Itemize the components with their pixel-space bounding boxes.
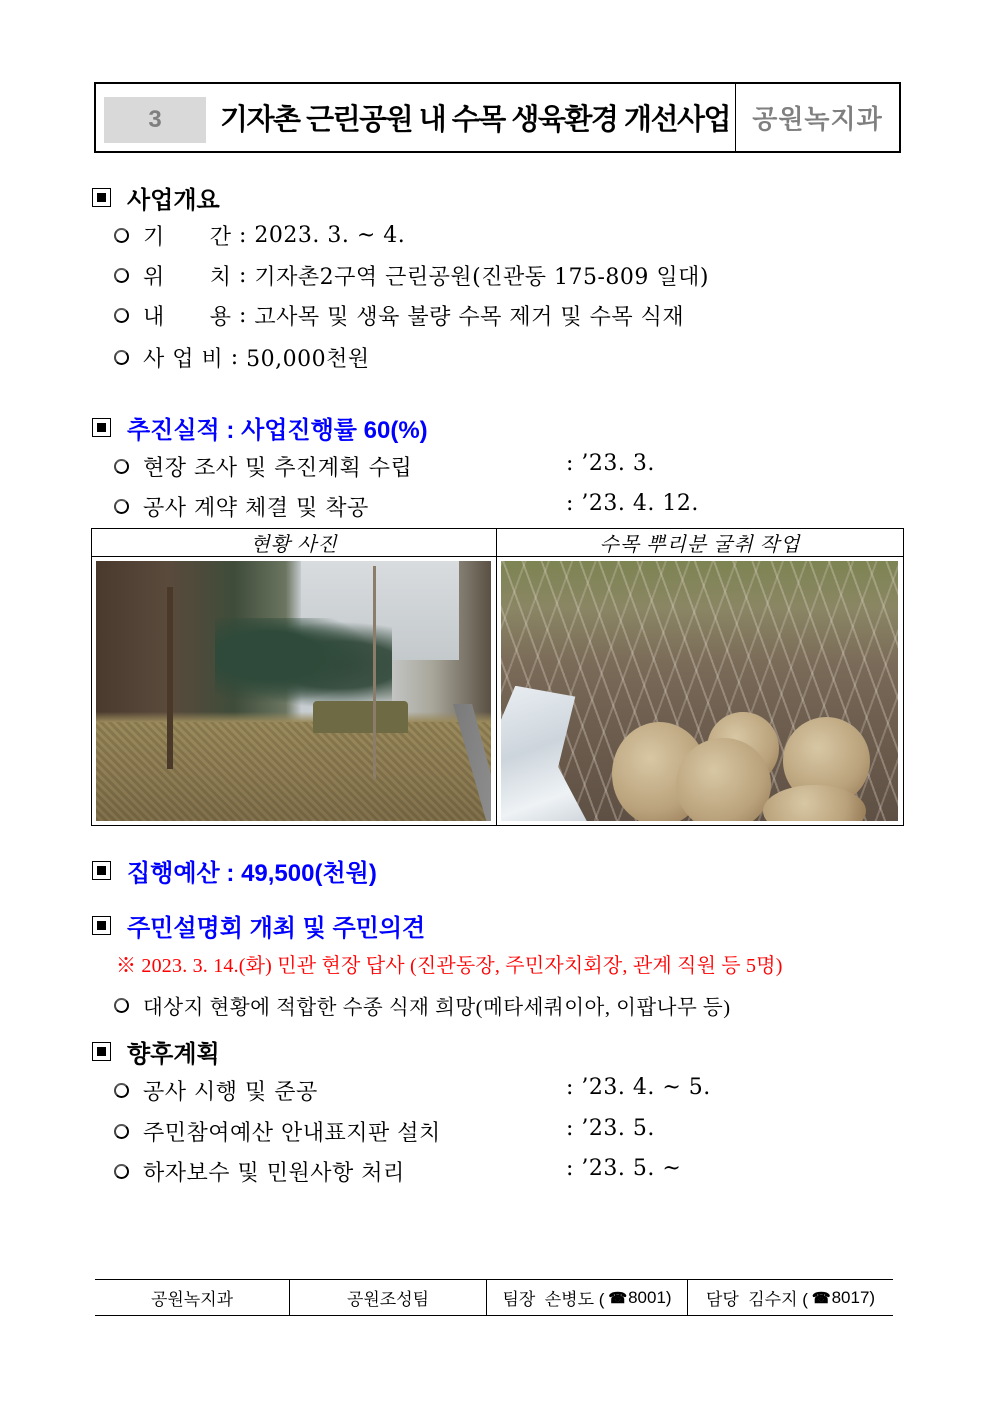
circle-bullet-icon: [114, 350, 129, 365]
photo-table: [91, 528, 904, 826]
opinion-text: 대상지 현황에 적합한 수종 식재 희망(메타세쿼이아, 이팝나무 등): [143, 997, 731, 1019]
item-label: 주민참여예산 안내표지판 설치: [143, 1121, 441, 1146]
plan-item: [114, 1116, 441, 1147]
section-title: 집행예산 : 49,500(천원): [127, 860, 377, 887]
page-title: 기자촌 근린공원 내 수목 생육환경 개선사업: [220, 104, 731, 136]
contact-footer: [95, 1279, 893, 1316]
photo-cell: [92, 557, 497, 825]
footer-staff: [688, 1280, 893, 1315]
circle-bullet-icon: [114, 1083, 129, 1098]
circle-bullet-icon: [114, 459, 129, 474]
item-label: 공사 계약 체결 및 착공: [143, 496, 369, 521]
progress-item: [114, 491, 369, 522]
item-label: 현장 조사 및 추진계획 수립: [143, 456, 413, 481]
square-bullet-icon: [92, 188, 111, 207]
overview-item-budget: [114, 342, 370, 373]
square-bullet-icon: [92, 861, 111, 880]
section-title: 사업개요: [127, 187, 220, 214]
item-sep: :: [231, 303, 255, 328]
section-title: 추진실적 : 사업진행률 60(%): [127, 417, 428, 444]
overview-item-content: [114, 300, 684, 331]
title-number: 3: [104, 97, 206, 143]
plan-item: [114, 1156, 405, 1187]
staff-ext: 8017): [831, 1287, 876, 1307]
footer-team: 공원조성팀: [290, 1280, 487, 1315]
section-overview-heading: [92, 180, 220, 215]
circle-bullet-icon: [114, 1164, 129, 1179]
circle-bullet-icon: [114, 308, 129, 323]
item-label: 기 간: [143, 225, 232, 250]
resident-note: ※ 2023. 3. 14.(화) 민관 현장 답사 (진관동장, 주민자치회장, 관계 직원 등 5명): [116, 955, 783, 977]
circle-bullet-icon: [114, 228, 129, 243]
photo-caption-current: 현황 사진: [92, 529, 497, 557]
photo-cell: [497, 557, 903, 825]
section-progress-heading: [92, 410, 428, 445]
tree-root-ball-excavation-photo: [501, 561, 898, 821]
item-label: 내 용: [143, 305, 232, 330]
item-label: 사 업 비: [143, 347, 224, 372]
footer-team-leader: [487, 1280, 688, 1315]
overview-item-period: [114, 220, 405, 251]
leader-label: 팀장 손병도 (: [502, 1290, 605, 1309]
item-value: 50,000천원: [246, 347, 370, 372]
plan-item-date: : ’23. 5. ~: [566, 1156, 682, 1181]
circle-bullet-icon: [114, 268, 129, 283]
item-value: 2023. 3. ~ 4.: [254, 223, 406, 248]
staff-label: 담당 김수지 (: [705, 1290, 808, 1309]
leader-ext: 8001): [628, 1287, 672, 1307]
item-label: 위 치: [143, 265, 232, 290]
plan-item-date: : ’23. 5.: [566, 1116, 655, 1141]
footer-department: 공원녹지과: [95, 1280, 290, 1315]
title-department: 공원녹지과: [735, 84, 899, 151]
phone-icon: ☎: [811, 1289, 831, 1307]
plan-item-date: : ’23. 4. ~ 5.: [566, 1075, 711, 1100]
item-label: 하자보수 및 민원사항 처리: [143, 1161, 405, 1186]
progress-item-date: : ’23. 3.: [566, 451, 655, 476]
section-budget-heading: [92, 853, 377, 888]
square-bullet-icon: [92, 1042, 111, 1061]
circle-bullet-icon: [114, 499, 129, 514]
section-resident-heading: [92, 908, 425, 943]
item-value: 고사목 및 생육 불량 수목 제거 및 수목 식재: [254, 305, 685, 330]
section-plan-heading: [92, 1034, 220, 1069]
section-title: 주민설명회 개최 및 주민의견: [127, 915, 426, 942]
circle-bullet-icon: [114, 998, 129, 1013]
item-sep: :: [231, 223, 255, 248]
square-bullet-icon: [92, 418, 111, 437]
item-sep: :: [223, 345, 247, 370]
overview-item-location: [114, 260, 709, 291]
item-label: 공사 시행 및 준공: [143, 1080, 318, 1105]
photo-caption-excavation: 수목 뿌리분 굴취 작업: [497, 529, 903, 557]
square-bullet-icon: [92, 916, 111, 935]
progress-item: [114, 451, 412, 482]
park-current-state-photo: [96, 561, 491, 821]
item-value: 기자촌2구역 근린공원(진관동 175-809 일대): [254, 265, 709, 290]
resident-opinion: [114, 990, 731, 1020]
circle-bullet-icon: [114, 1124, 129, 1139]
item-sep: :: [231, 263, 255, 288]
progress-item-date: : ’23. 4. 12.: [566, 491, 699, 516]
section-title: 향후계획: [127, 1041, 220, 1068]
title-box: [94, 82, 901, 153]
plan-item: [114, 1075, 318, 1106]
phone-icon: ☎: [608, 1289, 628, 1307]
